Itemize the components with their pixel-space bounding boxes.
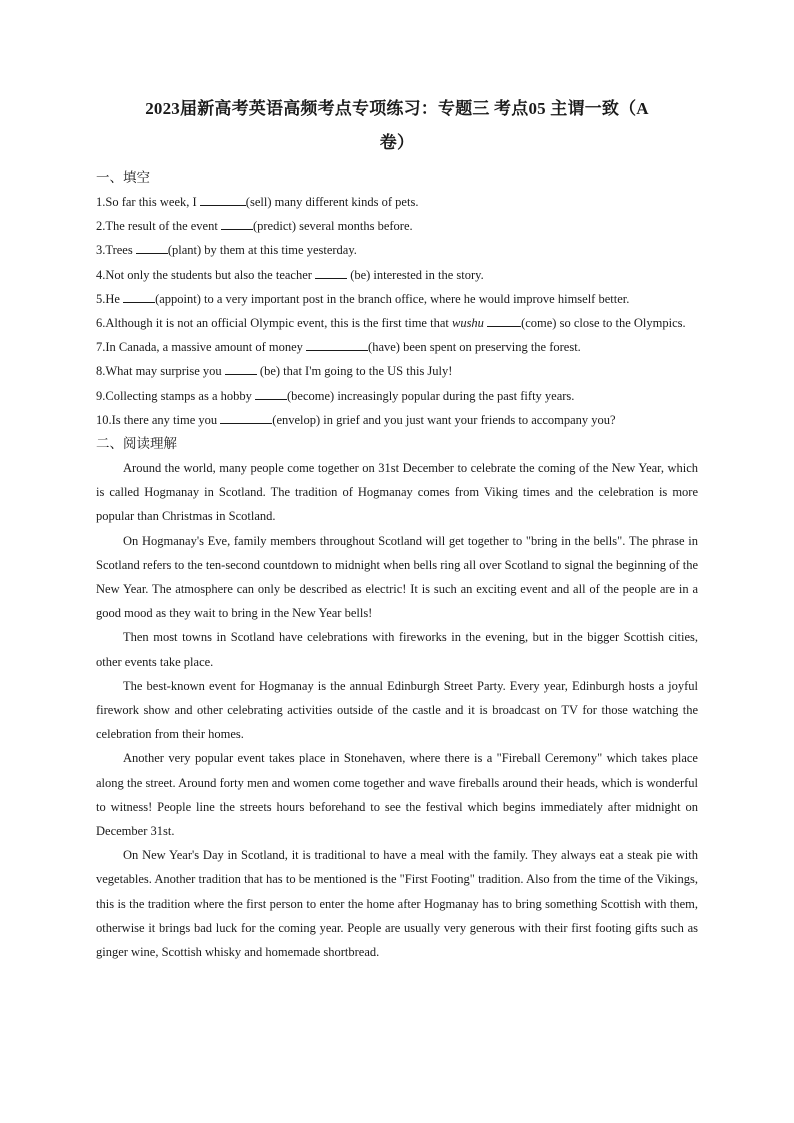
question-list bbox=[96, 190, 698, 432]
answer-blank bbox=[315, 266, 347, 279]
question-item: 7.In Canada, a massive amount of money (have) been spent on preserving the forest. bbox=[96, 340, 581, 355]
question-item: 6.Although it is not an official Olympic event, this is the first time that wushu (come) so close to the Olympics. bbox=[96, 316, 686, 331]
answer-blank bbox=[136, 241, 168, 254]
passage-paragraph: Around the world, many people come together on 31st December to celebrate the coming of the New Year, which is called Hogmanay in Scotland. The tradition of Hogmanay comes from Viking times and the celebration is more popular than Christmas in Scotland. bbox=[96, 461, 698, 524]
answer-blank bbox=[487, 314, 521, 327]
question-item: 10.Is there any time you (envelop) in grief and you just want your friends to accompany you? bbox=[96, 412, 616, 427]
question-item: 3.Trees (plant) by them at this time yesterday. bbox=[96, 243, 357, 258]
title-line-2: 卷） bbox=[379, 133, 415, 152]
question-item: 9.Collecting stamps as a hobby (become) increasingly popular during the past fifty years. bbox=[96, 388, 575, 403]
answer-blank bbox=[200, 193, 246, 206]
answer-blank bbox=[255, 387, 287, 400]
passage-paragraph: The best-known event for Hogmanay is the annual Edinburgh Street Party. Every year, Edinburgh hosts a joyful firework show and other celebrating activities outside of the castle and it is broadcast on TV for those watching the celebration from their homes. bbox=[96, 678, 698, 742]
answer-blank bbox=[221, 217, 253, 230]
reading-passage bbox=[96, 456, 698, 964]
answer-blank bbox=[123, 290, 155, 303]
question-item: 4.Not only the students but also the teacher (be) interested in the story. bbox=[96, 267, 484, 282]
question-item: 8.What may surprise you (be) that I'm going to the US this July! bbox=[96, 364, 453, 379]
passage-paragraph: On New Year's Day in Scotland, it is traditional to have a meal with the family. They always eat a steak pie with vegetables. Another tradition that has to be mentioned is the "First Footing" tradition. Also from the time of the Vikings, this is the tradition where the first person to enter the home after Hogmanay has to bring something Scottish with them, otherwise it brings bad luck for the coming year. People are usually very generous with their first footing gifts such as ginger wine, Scottish whisky and homemade shortbread. bbox=[96, 848, 698, 960]
section-heading-reading: 二、阅读理解 bbox=[96, 436, 177, 452]
passage-paragraph: Then most towns in Scotland have celebrations with fireworks in the evening, but in the bigger Scottish cities, other events take place. bbox=[96, 630, 698, 669]
document-title bbox=[96, 92, 698, 160]
question-item: 5.He (appoint) to a very important post in the branch office, where he would improve himself better. bbox=[96, 291, 630, 306]
answer-blank bbox=[225, 362, 257, 375]
section-heading-fill-blank: 一、填空 bbox=[96, 170, 150, 185]
question-item: 1.So far this week, I (sell) many different kinds of pets. bbox=[96, 195, 419, 209]
passage-paragraph: Another very popular event takes place in Stonehaven, where there is a "Fireball Ceremony" which takes place along the street. Around forty men and women come together and wave fireballs around their heads, which is wonderful to witness! People line the streets hours beforehand to see the festival which begins immediately after midnight on December 31st. bbox=[96, 751, 698, 839]
answer-blank bbox=[220, 411, 272, 424]
answer-blank bbox=[306, 338, 368, 351]
passage-paragraph: On Hogmanay's Eve, family members throughout Scotland will get together to "bring in the bells". The phrase in Scotland refers to the ten-second countdown to midnight when bells ring all over Scotland to signal the beginning of the New Year. The atmosphere can only be described as electric! It is such an exciting event and all of the people are in a good mood as they wait to bring in the New Year bells! bbox=[96, 533, 698, 621]
document-page bbox=[96, 92, 698, 964]
italic-word: wushu bbox=[451, 316, 484, 331]
question-item: 2.The result of the event (predict) several months before. bbox=[96, 219, 413, 234]
title-line-1: 2023届新高考英语高频考点专项练习：专题三 考点05 主谓一致（A bbox=[145, 99, 649, 118]
